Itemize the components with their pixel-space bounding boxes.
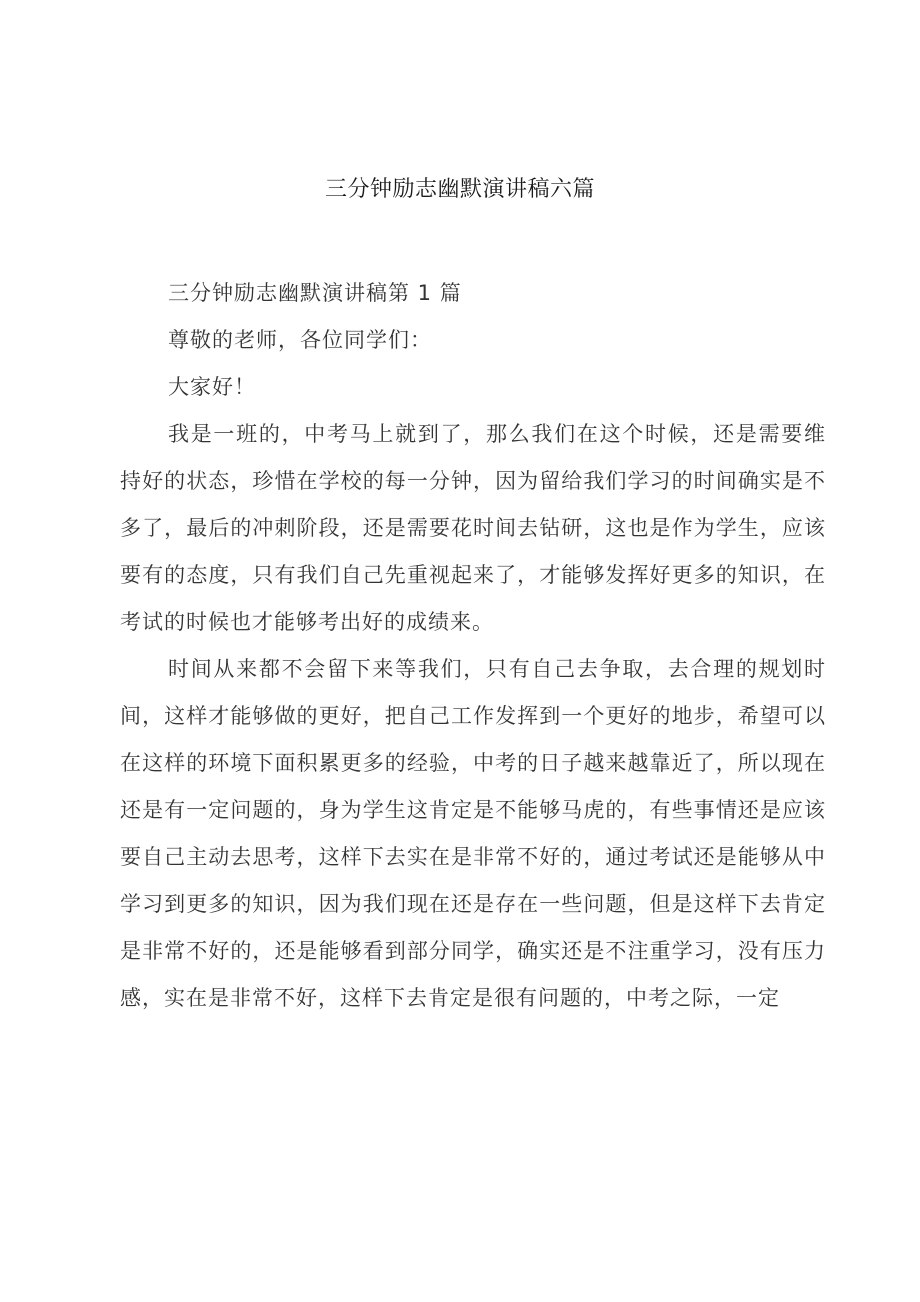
body-paragraph: 时间从来都不会留下来等我们，只有自己去争取，去合理的规划时间，这样才能够做的更好，把自己工作发挥到一个更好的地步，希望可以在这样的环境下面积累更多的经验，中考的日子越来越靠近了，所以现在还是有一定问题的，身为学生这肯定是不能够马虎的，有些事情还是应该要自己主动去思考，这样下去实在是非常不好的，通过考试还是能够从中学习到更多的知识，因为我们现在还是存在一些问题，但是这样下去肯定是非常不好的，还是能够看到部分同学，确实还是不注重学习，没有压力感，实在是非常不好，这样下去肯定是很有问题的，中考之际，一定: [120, 657, 826, 1010]
document-title: 三分钟励志幽默演讲稿六篇: [324, 177, 595, 202]
greeting: 大家好！: [168, 375, 256, 399]
salutation: 尊敬的老师，各位同学们：: [168, 328, 432, 352]
body-paragraph: 我是一班的，中考马上就到了，那么我们在这个时候，还是需要维持好的状态，珍惜在学校的每一分钟，因为留给我们学习的时间确实是不多了，最后的冲刺阶段，还是需要花时间去钻研，这也是作为学生，应该要有的态度，只有我们自己先重视起来了，才能够发挥好更多的知识，在考试的时候也才能够考出好的成绩来。: [120, 422, 826, 634]
section-heading: 三分钟励志幽默演讲稿第 1 篇: [168, 281, 462, 305]
document-body: [120, 270, 826, 1022]
